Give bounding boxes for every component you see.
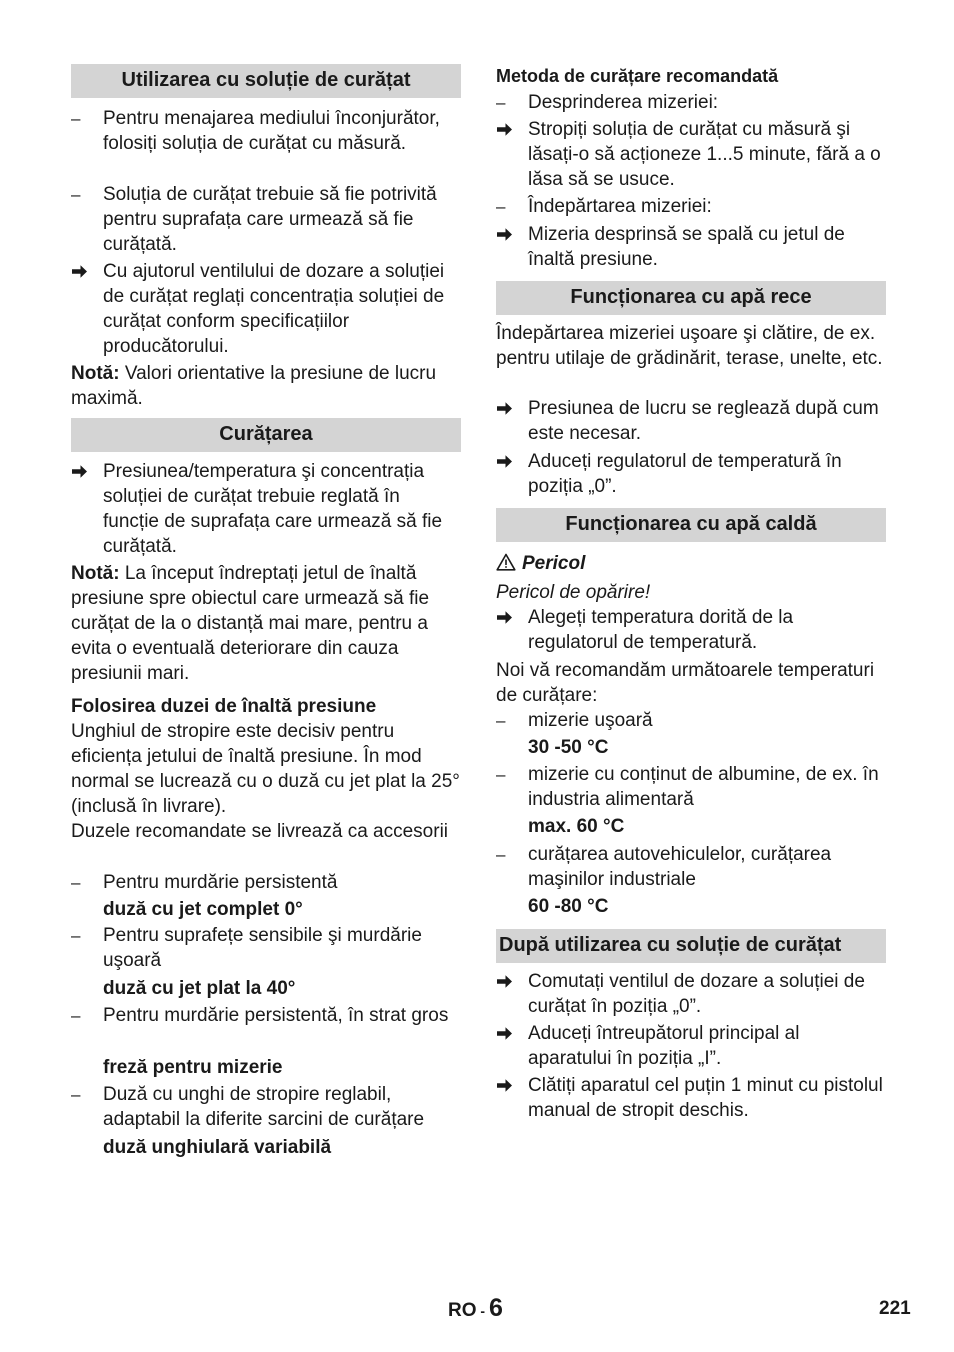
nozzle-name: duză cu jet complet 0°	[103, 899, 303, 920]
dash-item: – Desprinderea mizeriei:	[496, 92, 719, 113]
arrow-right-icon	[496, 605, 526, 625]
page-number: 221	[879, 1298, 911, 1319]
arrow-right-icon	[71, 259, 101, 279]
temperature-value: max. 60 °C	[528, 816, 625, 837]
dash-item: – mizerie cu conținut de albumine, de ex. în industria alimentară	[496, 764, 879, 810]
action-step: Presiunea de lucru se reglează după cum este necesar.	[496, 396, 886, 446]
dash-bullet: –	[71, 1085, 81, 1104]
temperature-value: 30 -50 °C	[528, 737, 609, 758]
dash-bullet: –	[496, 711, 506, 730]
action-step: Alegeți temperatura dorită de la regulatorul de temperatură.	[496, 605, 886, 655]
dash-item: – mizerie uşoară	[496, 710, 653, 731]
action-step: Aduceți regulatorul de temperatură în poziția „0”.	[496, 449, 886, 499]
dash-bullet: –	[496, 845, 506, 864]
temperature-value: 60 -80 °C	[528, 896, 609, 917]
dash-item: – Pentru murdărie persistentă	[71, 872, 338, 893]
action-step: Presiunea/temperatura şi concentrația soluției de curățat trebuie reglată în funcție de suprafața care urmează să fie curățată.	[71, 459, 461, 559]
nozzle-name: freză pentru mizerie	[103, 1057, 283, 1078]
dash-item: – Pentru murdărie persistentă, în strat gros	[71, 1005, 449, 1026]
note: Notă: La început îndreptați jetul de înaltă presiune spre obiectul care urmează să fie curățat de la o distanță mai mare, pentru a evita o eventuală deteriorare din cauza presiunii mari.	[71, 563, 430, 684]
dash-item: – Pentru suprafețe sensibile şi murdărie uşoară	[71, 925, 422, 971]
action-step: Clătiți aparatul cel puțin 1 minut cu pistolul manual de stropit deschis.	[496, 1073, 886, 1123]
dash-bullet: –	[71, 873, 81, 892]
arrow-right-icon	[496, 969, 526, 989]
section-heading: Curățarea	[71, 418, 461, 452]
dash-bullet: –	[71, 1006, 81, 1025]
paragraph: Unghiul de stropire este decisiv pentru eficiența jetului de înaltă presiune. În mod normal se lucrează cu o duză cu jet plat la 25° (inclusă în livrare).	[71, 721, 460, 817]
action-step: Stropiți soluția de curățat cu măsură şi lăsați-o să acționeze 1...5 minute, fără a o lăsa să se usuce.	[496, 117, 886, 192]
language-code: RO	[448, 1300, 477, 1321]
warning-triangle-icon	[496, 553, 516, 578]
section-page-number: 6	[488, 1294, 503, 1322]
dash-item: – Soluția de curățat trebuie să fie potrivită pentru suprafața care urmează să fie curățată.	[71, 184, 437, 255]
danger-label: Pericol	[522, 553, 586, 574]
page-footer-section: RO - 6	[448, 1294, 503, 1322]
dash-bullet: –	[496, 93, 506, 112]
arrow-right-icon	[496, 396, 526, 416]
dash-bullet: –	[71, 109, 81, 128]
action-step: Mizeria desprinsă se spală cu jetul de înaltă presiune.	[496, 222, 886, 272]
nozzle-name: duză cu jet plat la 40°	[103, 978, 296, 999]
note: Notă: Valori orientative la presiune de lucru maximă.	[71, 363, 437, 409]
arrow-right-icon	[496, 449, 526, 469]
dash-bullet: –	[71, 926, 81, 945]
section-heading: Funcționarea cu apă caldă	[496, 508, 886, 542]
subheading: Folosirea duzei de înaltă presiune	[71, 696, 377, 717]
arrow-right-icon	[496, 1073, 526, 1093]
arrow-right-icon	[71, 459, 101, 479]
paragraph: Duzele recomandate se livrează ca accesorii	[71, 821, 449, 842]
section-heading: După utilizarea cu soluție de curățat	[496, 929, 886, 963]
dash-item: – Pentru menajarea mediului înconjurător, folosiți soluția de curățat cu măsură.	[71, 108, 440, 154]
subheading: Metoda de curățare recomandată	[496, 66, 779, 86]
section-heading: Utilizarea cu soluție de curățat	[71, 64, 461, 98]
action-step: Cu ajutorul ventilului de dozare a soluției de curățat reglați concentrația soluției de curățat conform specificațiilor producătorului.	[71, 259, 461, 359]
section-heading: Funcționarea cu apă rece	[496, 281, 886, 315]
dash-bullet: –	[496, 197, 506, 216]
danger-notice	[496, 551, 886, 578]
dash-bullet: –	[71, 185, 81, 204]
action-step: Aduceți întreupătorul principal al aparatului în poziția „I”.	[496, 1021, 886, 1071]
dash-bullet: –	[496, 765, 506, 784]
arrow-right-icon	[496, 1021, 526, 1041]
danger-text: Pericol de opărire!	[496, 582, 651, 603]
arrow-right-icon	[496, 222, 526, 242]
dash-item: – curățarea autovehiculelor, curățarea maşinilor industriale	[496, 844, 832, 890]
nozzle-name: duză unghiulară variabilă	[103, 1137, 332, 1158]
dash-item: – Îndepărtarea mizeriei:	[496, 196, 712, 217]
action-step: Comutați ventilul de dozare a soluției de curățat în poziția „0”.	[496, 969, 886, 1019]
arrow-right-icon	[496, 117, 526, 137]
paragraph: Îndepărtarea mizeriei uşoare şi clătire, de ex. pentru utilaje de grădinărit, terase, unelte, etc.	[496, 323, 883, 369]
dash-item: – Duză cu unghi de stropire reglabil, adaptabil la diferite sarcini de curățare	[71, 1084, 425, 1130]
paragraph: Noi vă recomandăm următoarele temperaturi de curățare:	[496, 660, 875, 706]
